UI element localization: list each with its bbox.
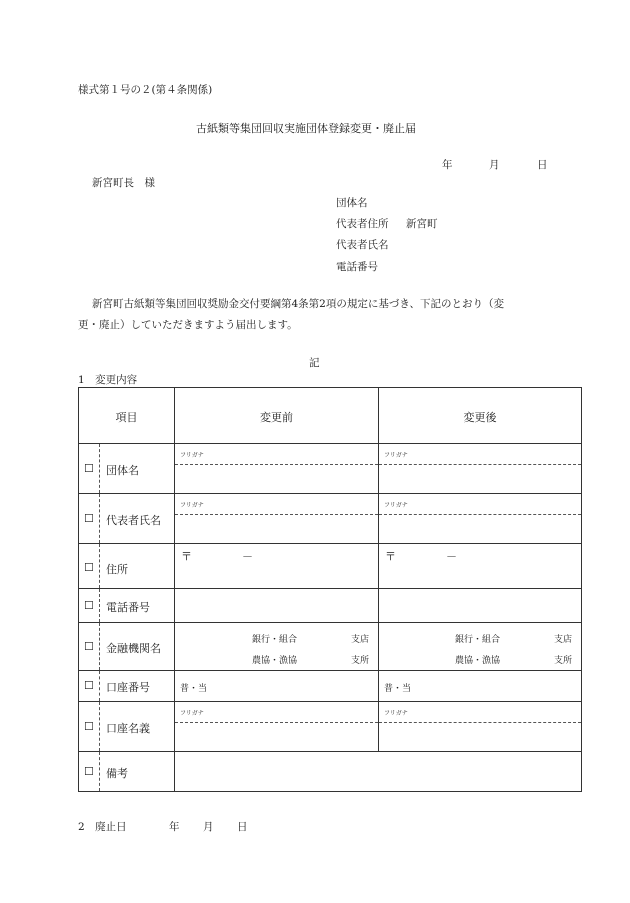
abolish-year-label: 年	[169, 821, 180, 833]
checkbox-group-name[interactable]: ☐	[84, 462, 94, 475]
date-year-label: 年	[442, 159, 453, 171]
checkbox-address[interactable]: ☐	[84, 561, 94, 574]
phone-label: 電話番号	[336, 261, 378, 273]
checkbox-rep-name[interactable]: ☐	[84, 512, 94, 525]
section-2-heading: 2 廃止日	[78, 821, 127, 833]
dashed-divider	[379, 722, 581, 723]
address-after-cell[interactable]	[379, 544, 582, 589]
bank-noukyo-label: 農協・漁協	[252, 656, 298, 666]
phone-before-cell[interactable]	[175, 589, 379, 623]
account-holder-before-cell[interactable]	[175, 702, 379, 752]
checkbox-phone[interactable]: ☐	[84, 599, 94, 612]
furigana-label: フリガナ	[384, 452, 408, 459]
furigana-label: フリガナ	[180, 710, 204, 717]
row-label-cell	[100, 623, 175, 671]
row-label-cell	[100, 702, 175, 752]
furigana-label: フリガナ	[384, 502, 408, 509]
bank-shisho-label: 支所	[554, 656, 573, 666]
group-name-after-cell[interactable]	[379, 444, 582, 494]
table-row	[79, 494, 582, 544]
account-type-label: 普・当	[180, 684, 208, 694]
dashed-divider	[379, 464, 581, 465]
checkbox-bank[interactable]: ☐	[84, 640, 94, 653]
ki-heading: 記	[309, 357, 320, 369]
date-day-label: 日	[537, 159, 548, 171]
checkbox-cell[interactable]	[79, 589, 100, 623]
header-item: 項目	[115, 411, 138, 424]
table-row	[79, 702, 582, 752]
furigana-label: フリガナ	[180, 502, 204, 509]
abolish-month-label: 月	[203, 821, 214, 833]
bank-kumiai-label: 銀行・組合	[455, 635, 501, 645]
postal-dash: －	[242, 550, 253, 563]
checkbox-cell[interactable]	[79, 752, 100, 792]
dashed-divider	[175, 722, 378, 723]
row-label-cell	[100, 444, 175, 494]
row-label-remarks: 備考	[106, 767, 128, 780]
checkbox-remarks[interactable]: ☐	[84, 765, 94, 778]
checkbox-cell[interactable]	[79, 444, 100, 494]
header-before: 変更前	[260, 411, 293, 424]
header-item-cell	[79, 388, 175, 444]
account-type-label: 普・当	[384, 684, 412, 694]
rep-address-label: 代表者住所	[336, 218, 389, 230]
table-header-row	[79, 388, 582, 444]
table-row	[79, 623, 582, 671]
furigana-label: フリガナ	[180, 452, 204, 459]
header-after-cell	[379, 388, 582, 444]
remarks-cell[interactable]	[175, 752, 582, 792]
account-holder-after-cell[interactable]	[379, 702, 582, 752]
table-row	[79, 752, 582, 792]
body-text-line-2: 更・廃止）していただきますよう届出します。	[78, 319, 298, 331]
bank-shiten-label: 支店	[351, 635, 370, 645]
postal-mark-icon: 〒	[385, 550, 396, 563]
section-1-heading: 1 変更内容	[78, 374, 138, 386]
checkbox-cell[interactable]	[79, 702, 100, 752]
address-before-cell[interactable]	[175, 544, 379, 589]
addressee: 新宮町長 様	[92, 177, 155, 189]
row-label-bank: 金融機関名	[106, 642, 161, 655]
group-name-label: 団体名	[336, 197, 368, 209]
bank-noukyo-label: 農協・漁協	[455, 656, 501, 666]
row-label-phone: 電話番号	[106, 601, 150, 614]
dashed-divider	[175, 514, 378, 515]
table-row	[79, 671, 582, 702]
bank-after-cell[interactable]	[379, 623, 582, 671]
row-label-account-number: 口座番号	[106, 681, 150, 694]
rep-name-before-cell[interactable]	[175, 494, 379, 544]
row-label-account-holder: 口座名義	[106, 722, 150, 735]
bank-kumiai-label: 銀行・組合	[252, 635, 298, 645]
dashed-divider	[379, 514, 581, 515]
postal-dash: －	[446, 550, 457, 563]
rep-name-after-cell[interactable]	[379, 494, 582, 544]
checkbox-account-holder[interactable]: ☐	[84, 720, 94, 733]
account-number-before-cell[interactable]	[175, 671, 379, 702]
table-row	[79, 589, 582, 623]
abolish-day-label: 日	[237, 821, 248, 833]
checkbox-cell[interactable]	[79, 544, 100, 589]
group-name-before-cell[interactable]	[175, 444, 379, 494]
checkbox-cell[interactable]	[79, 494, 100, 544]
page-title: 古紙類等集団回収実施団体登録変更・廃止届	[196, 122, 416, 135]
phone-after-cell[interactable]	[379, 589, 582, 623]
checkbox-cell[interactable]	[79, 623, 100, 671]
table-row	[79, 544, 582, 589]
body-text-line-1: 新宮町古紙類等集団回収奨励金交付要綱第4条第2項の規定に基づき、下記のとおり（変	[92, 298, 504, 310]
row-label-group-name: 団体名	[106, 464, 139, 477]
checkbox-account-number[interactable]: ☐	[84, 679, 94, 692]
row-label-cell	[100, 752, 175, 792]
postal-mark-icon: 〒	[181, 550, 192, 563]
bank-before-cell[interactable]	[175, 623, 379, 671]
rep-address-value: 新宮町	[406, 218, 438, 230]
form-number: 様式第１号の２(第４条関係)	[78, 84, 213, 96]
table-row	[79, 444, 582, 494]
row-label-cell	[100, 671, 175, 702]
row-label-address: 住所	[106, 563, 128, 576]
furigana-label: フリガナ	[384, 710, 408, 717]
header-after: 変更後	[463, 411, 497, 424]
rep-name-label: 代表者氏名	[336, 239, 389, 251]
header-before-cell	[175, 388, 379, 444]
dashed-divider	[175, 464, 378, 465]
account-number-after-cell[interactable]	[379, 671, 582, 702]
date-month-label: 月	[489, 159, 500, 171]
row-label-cell	[100, 494, 175, 544]
row-label-cell	[100, 544, 175, 589]
checkbox-cell[interactable]	[79, 671, 100, 702]
row-label-rep-name: 代表者氏名	[106, 514, 161, 527]
bank-shisho-label: 支所	[351, 656, 370, 666]
bank-shiten-label: 支店	[554, 635, 573, 645]
row-label-cell	[100, 589, 175, 623]
change-content-table	[78, 387, 582, 792]
